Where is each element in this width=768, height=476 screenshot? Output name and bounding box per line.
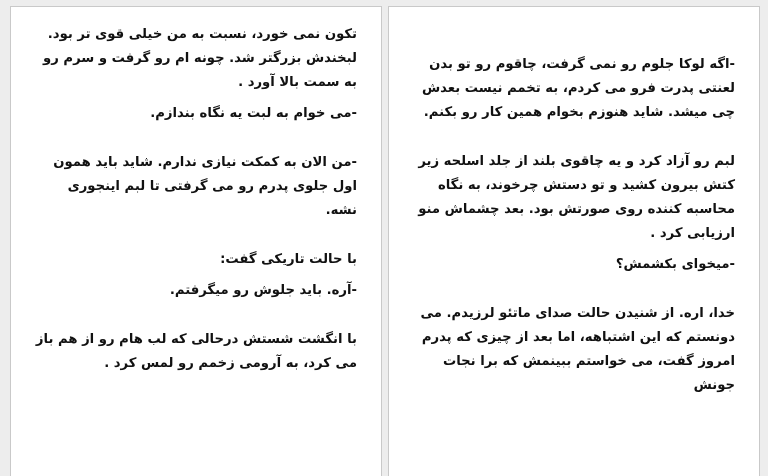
paragraph: -آره. باید جلوش رو میگرفتم. bbox=[169, 283, 357, 298]
right-page-text bbox=[410, 53, 735, 398]
paragraph: تکون نمی خورد، نسبت به من خیلی قوی تر بود. لبخندش بزرگتر شد. چونه ام رو گرفت و سرم رو به سمت بالا آورد . bbox=[43, 27, 357, 90]
paragraph: با انگشت شستش درحالی که لب هام رو از هم باز می کرد، به آرومی زخمم رو لمس کرد . bbox=[35, 332, 357, 371]
paragraph: خدا، اره. از شنیدن حالت صدای ماتئو لرزیدم. می دونستم که این اشتباهه، اما بعد از چیزی که پدرم امروز گفت، می خواستم ببینمش که برا نجات جونش bbox=[420, 306, 735, 393]
paragraph: با حالت تاریکی گفت: bbox=[220, 252, 357, 267]
paragraph: -می خوام به لبت یه نگاه بندازم. bbox=[150, 106, 357, 121]
paragraph: -میخوای بکشمش؟ bbox=[615, 257, 735, 272]
left-page bbox=[10, 6, 382, 476]
right-page bbox=[388, 6, 760, 476]
paragraph: -اگه لوکا جلوم رو نمی گرفت، چاقوم رو تو بدن لعنتی پدرت فرو می کردم، به تخمم نیست بعدش چی میشد. شاید هنوزم بخوام همین کار رو بکنم. bbox=[421, 57, 735, 120]
paragraph: -من الان به کمکت نیازی ندارم. شاید باید همون اول جلوی پدرم رو می گرفتی تا لبم اینجوری نشه. bbox=[53, 155, 357, 218]
left-page-text bbox=[32, 23, 357, 376]
paragraph: لبم رو آزاد کرد و یه چاقوی بلند از جلد اسلحه زیر کتش بیرون کشید و تو دستش چرخوند، به نگاه محاسبه کننده روی صورتش بود. بعد چشماش منو ارزیابی کرد . bbox=[418, 154, 735, 241]
